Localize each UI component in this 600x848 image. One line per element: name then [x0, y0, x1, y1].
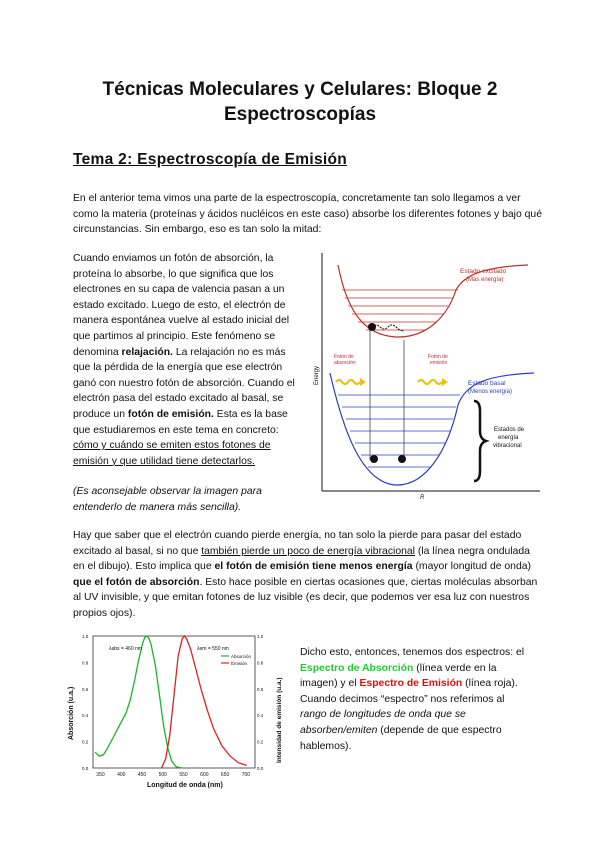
emission-photon-head — [442, 378, 448, 386]
absorption-series-line — [95, 636, 182, 768]
image-note: (Es aconsejable observar la imagen para entenderlo de manera más sencilla). — [73, 486, 262, 513]
ground-electron-right — [398, 455, 406, 463]
title-line-1: Técnicas Moleculares y Celulares: Bloque 2 — [102, 79, 498, 100]
p3-text-g: . Esto hace posible en ciertas ocasiones que, ciertas moléculas absorban al UV invisible, y que emitan fotones de luz visible (es decir, que podemos ver esa luz con nuestros propios ojos). — [73, 576, 538, 619]
y-left-tick-0.6: 0.6 — [82, 686, 89, 692]
excited-state-label: Estado excitado — [460, 268, 507, 275]
chart-legend — [221, 654, 252, 666]
x-tick-350: 350 — [96, 772, 105, 778]
y-right-tick-0.4: 0.4 — [257, 713, 264, 719]
emission-photon-label-1: Fotón de — [428, 354, 448, 360]
y-left-tick-0.4: 0.4 — [82, 713, 89, 719]
p3-bold-than-absorption: que el fotón de absorción — [73, 576, 200, 588]
p3-text-e: (mayor longitud de onda) — [412, 561, 531, 573]
x-tick-labels — [96, 772, 250, 778]
emission-photon-wave — [418, 380, 442, 384]
section-subtitle: Tema 2: Espectroscopía de Emisión — [73, 151, 348, 168]
p4-text-g: (depende de que espectro hablemos). — [300, 724, 502, 752]
y-right-tick-labels — [257, 634, 264, 771]
ground-state-sublabel: (Menos energía) — [468, 389, 513, 395]
p2-text-e: Esta es la base que estudiaremos en este tema en concreto: — [73, 408, 288, 436]
y-left-tick-0.0: 0.0 — [82, 766, 89, 771]
vibrational-states-label-1: Estados de — [494, 427, 525, 433]
p4-emission-spectrum: Espectro de Emisión — [359, 678, 463, 690]
emission-photon-label-2: emisión — [430, 360, 448, 366]
absorption-photon-wave — [336, 380, 360, 384]
p2-text-c: La relajación no es más que la pérdida de la energía que ese electrón ganó con nuestro fotón de absorción. Cuando el electrón pasa del estado excitado al basal, se produce un — [73, 346, 295, 420]
legend-label-absorption: Absorción — [231, 654, 252, 659]
relaxation-paragraph — [73, 251, 295, 469]
excited-state-curve — [338, 265, 528, 337]
ground-vibrational-levels — [338, 395, 460, 467]
y-left-tick-0.8: 0.8 — [82, 660, 89, 666]
vibrational-states-label-3: vibracional — [493, 443, 522, 449]
y-left-axis-label: Absorción (u.a.) — [68, 686, 75, 740]
absorption-peak-annotation: λabs = 460 nm — [109, 646, 142, 652]
x-tick-450: 450 — [137, 772, 147, 778]
intro-paragraph: En el anterior tema vimos una parte de la espectroscopía, concretamente tan solo llegamos a ver como la materia (proteínas y ácidos nucléicos en este caso) absorbe los diferentes fotones y bajo qué circunstancias. Sin embargo, eso es tan solo la mitad: — [73, 193, 542, 236]
excited-state-sublabel: (Más energía) — [466, 277, 504, 283]
legend-label-emission: Emisión — [231, 661, 248, 666]
p3-bold-less-energy: el fotón de emisión tiene menos energía — [214, 561, 413, 573]
vibrational-states-label-2: energía — [498, 435, 519, 441]
x-tick-650: 650 — [220, 772, 230, 778]
ground-state-label: Estado basal — [468, 380, 506, 387]
x-tick-500: 500 — [158, 772, 167, 778]
x-tick-550: 550 — [179, 772, 188, 778]
document-title — [0, 77, 600, 127]
y-right-tick-0.6: 0.6 — [257, 686, 264, 692]
y-right-tick-0.8: 0.8 — [257, 660, 264, 666]
x-tick-700: 700 — [241, 772, 251, 778]
absorption-photon-label-1: Fotón de — [334, 354, 354, 360]
x-axis-label: Longitud de onda (nm) — [147, 782, 223, 789]
p4-text-e: (línea roja). Cuando decimos “espectro” nos referimos al — [300, 678, 518, 705]
spectra-chart — [63, 628, 285, 790]
excited-vibrational-levels — [342, 290, 458, 330]
p2-bold-relaxation: relajación. — [121, 346, 173, 358]
y-right-tick-0.2: 0.2 — [257, 739, 264, 745]
x-tick-600: 600 — [200, 772, 209, 778]
title-line-2: Espectroscopías — [223, 104, 377, 125]
vibrational-energy-paragraph — [73, 528, 543, 622]
y-right-tick-0.0: 0.0 — [257, 766, 264, 771]
emission-peak-annotation: λem = 550 nm — [197, 646, 229, 652]
energy-diagram — [308, 245, 544, 500]
p3-text-a: Hay que saber que el electrón cuando pierde energía, no tan solo la pierde para pasar del estado excitado al basal, si no que — [73, 530, 522, 557]
x-tick-400: 400 — [117, 772, 126, 778]
p2-underlined: cómo y cuándo se emiten estos fotones de emisión y que utilidad tiene detectarlos. — [73, 440, 271, 467]
y-right-tick-1.0: 1.0 — [257, 634, 264, 639]
p4-text-c: (línea verde en la imagen) y el — [300, 662, 497, 690]
diagram-x-label: R — [420, 495, 425, 500]
p4-italic-range: rango de longitudes de onda que se absorben/emiten — [300, 709, 466, 736]
y-left-tick-1.0: 1.0 — [82, 634, 89, 639]
y-right-axis-label: Intensidad de emisión (u.a.) — [276, 677, 283, 763]
absorption-photon-label-2: absorción — [334, 360, 356, 366]
diagram-y-label: Energy — [314, 365, 320, 385]
absorption-photon-head — [360, 378, 366, 386]
spectra-paragraph — [300, 645, 530, 754]
excited-electron — [368, 323, 376, 331]
ground-electron-left — [370, 455, 378, 463]
p2-text-a: Cuando enviamos un fotón de absorción, la proteína lo absorbe, lo que significa que los electrones en su capa de valencia pasan a un estado excitado. Luego de esto, el electrón de manera espontánea vuelve al estado inicial del que partimos al principio. Este fenómeno se denomina — [73, 253, 290, 358]
p4-absorption-spectrum: Espectro de Absorción — [300, 662, 414, 674]
p3-underlined: también pierde un poco de energía vibracional — [201, 545, 415, 557]
y-left-tick-0.2: 0.2 — [82, 739, 89, 745]
y-left-tick-labels — [82, 634, 89, 771]
p4-text-a: Dicho esto, entonces, tenemos dos espectros: el — [300, 647, 525, 658]
p3-text-c: (la línea negra ondulada en el dibujo). Esto implica que — [73, 545, 530, 573]
p2-bold-emission-photon: fotón de emisión. — [127, 408, 214, 420]
vibrational-states-brace — [474, 401, 486, 481]
